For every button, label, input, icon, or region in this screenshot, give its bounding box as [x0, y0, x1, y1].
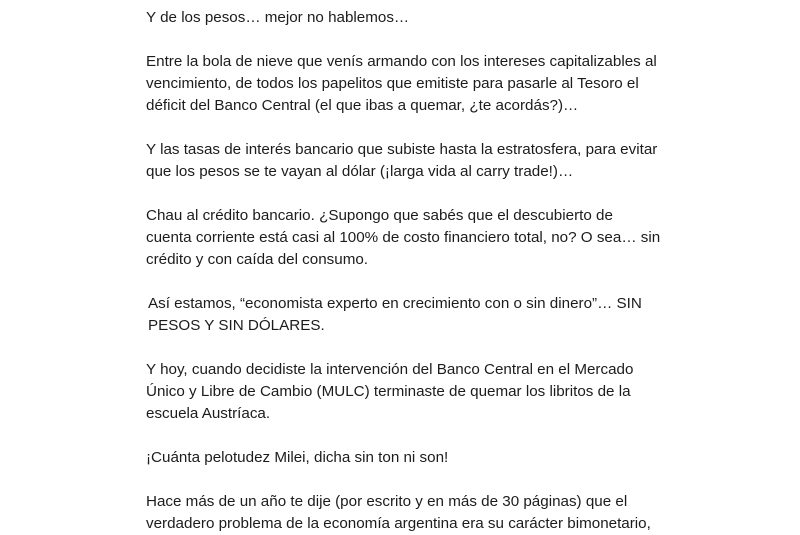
- paragraph: [146, 491, 656, 535]
- text-line: vencimiento, de todos los papelitos que emitiste para pasarle al Tesoro el: [146, 75, 639, 92]
- text-line: crédito y con caída del consumo.: [146, 251, 369, 268]
- text-line: que los pesos se te vayan al dólar (¡larga vida al carry trade!)…: [146, 163, 574, 180]
- paragraph: [146, 293, 656, 337]
- paragraph: [146, 205, 661, 271]
- text-line: ¡Cuánta pelotudez Milei, dicha sin ton ni son!: [146, 449, 449, 466]
- text-line: Y las tasas de interés bancario que subiste hasta la estratosfera, para evitar: [146, 141, 658, 158]
- post-body: [146, 0, 661, 535]
- text-line: Y hoy, cuando decidiste la intervención del Banco Central en el Mercado: [146, 361, 634, 378]
- text-line: PESOS Y SIN DÓLARES.: [148, 317, 325, 334]
- paragraph: [146, 139, 656, 183]
- paragraph: [146, 51, 656, 117]
- text-line: Hace más de un año te dije (por escrito y en más de 30 páginas) que el: [146, 493, 628, 510]
- paragraph: [146, 359, 656, 425]
- text-line: cuenta corriente está casi al 100% de costo financiero total, no? O sea… sin: [146, 229, 661, 246]
- paragraph: [146, 7, 656, 29]
- text-line: déficit del Banco Central (el que ibas a quemar, ¿te acordás?)…: [146, 97, 579, 114]
- text-line: Así estamos, “economista experto en crecimiento con o sin dinero”… SIN: [148, 295, 642, 312]
- paragraph: [146, 447, 656, 469]
- text-line: verdadero problema de la economía argentina era su carácter bimonetario,: [146, 515, 651, 532]
- text-line: Y de los pesos… mejor no hablemos…: [146, 9, 410, 26]
- text-line: escuela Austríaca.: [146, 405, 271, 422]
- text-line: Entre la bola de nieve que venís armando con los intereses capitalizables al: [146, 53, 657, 70]
- text-line: Chau al crédito bancario. ¿Supongo que sabés que el descubierto de: [146, 207, 613, 224]
- text-line: Único y Libre de Cambio (MULC) terminaste de quemar los libritos de la: [146, 383, 631, 400]
